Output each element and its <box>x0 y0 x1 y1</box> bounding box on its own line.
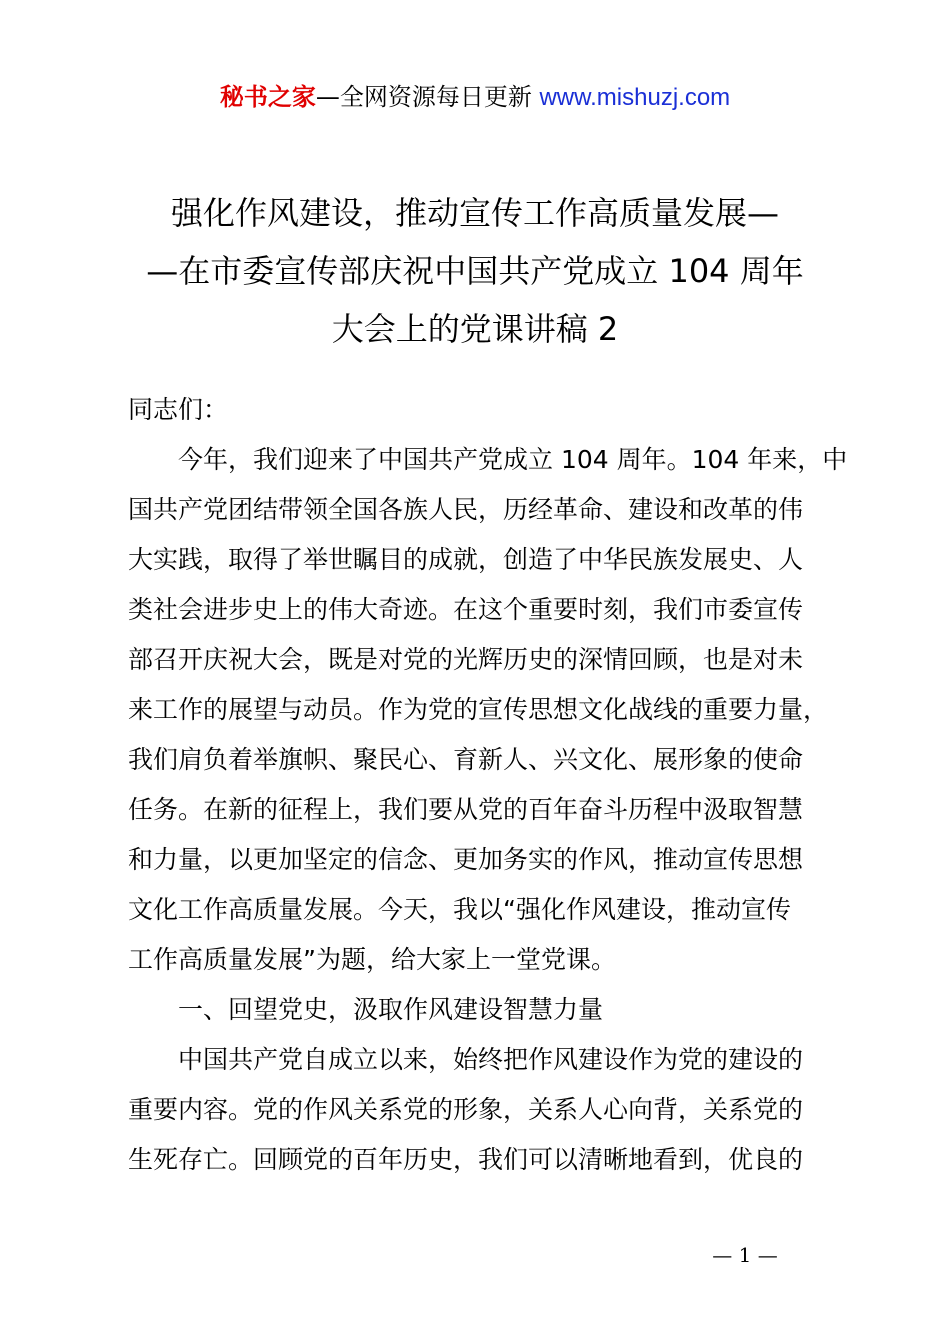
paragraph-1-line: 和力量，以更加坚定的信念、更加务实的作风，推动宣传思想 <box>128 845 804 874</box>
title-line-3: 大会上的党课讲稿 2 <box>331 310 619 348</box>
site-tagline: —全网资源每日更新 <box>315 83 540 111</box>
paragraph-2-line: 重要内容。党的作风关系党的形象，关系人心向背，关系党的 <box>128 1095 804 1124</box>
site-name: 秘书之家 <box>219 83 316 111</box>
paragraph-2-line: 生死存亡。回顾党的百年历史，我们可以清晰地看到，优良的 <box>128 1145 804 1174</box>
paragraph-1-line: 工作高质量发展”为题，给大家上一堂党课。 <box>128 945 616 974</box>
paragraph-1-line: 今年，我们迎来了中国共产党成立 104 周年。104 年来，中 <box>178 445 848 474</box>
document-body <box>128 385 848 1185</box>
greeting: 同志们： <box>128 395 229 424</box>
paragraph-1-line: 部召开庆祝大会，既是对党的光辉历史的深情回顾，也是对未 <box>128 645 804 674</box>
paragraph-1-line: 国共产党团结带领全国各族人民，历经革命、建设和改革的伟 <box>128 495 804 524</box>
paragraph-1-line: 任务。在新的征程上，我们要从党的百年奋斗历程中汲取智慧 <box>128 795 804 824</box>
section-heading: 一、回望党史，汲取作风建设智慧力量 <box>178 995 604 1024</box>
page-number: — 1 — <box>712 1243 778 1267</box>
paragraph-1-line: 大实践，取得了举世瞩目的成就，创造了中华民族发展史、人 <box>128 545 804 574</box>
paragraph-1-line: 文化工作高质量发展。今天，我以“强化作风建设，推动宣传 <box>128 895 791 924</box>
site-url-link[interactable]: www.mishuzj.com <box>539 84 731 111</box>
title-line-1: 强化作风建设，推动宣传工作高质量发展— <box>170 194 779 232</box>
site-header <box>0 80 950 115</box>
paragraph-1-line: 我们肩负着举旗帜、聚民心、育新人、兴文化、展形象的使命 <box>128 745 804 774</box>
title-line-2: —在市委宣传部庆祝中国共产党成立 104 周年 <box>146 252 804 290</box>
paragraph-1-line: 类社会进步史上的伟大奇迹。在这个重要时刻，我们市委宣传 <box>128 595 804 624</box>
document-title <box>110 184 840 358</box>
paragraph-2-line: 中国共产党自成立以来，始终把作风建设作为党的建设的 <box>178 1045 804 1074</box>
paragraph-1-line: 来工作的展望与动员。作为党的宣传思想文化战线的重要力量， <box>128 695 829 724</box>
